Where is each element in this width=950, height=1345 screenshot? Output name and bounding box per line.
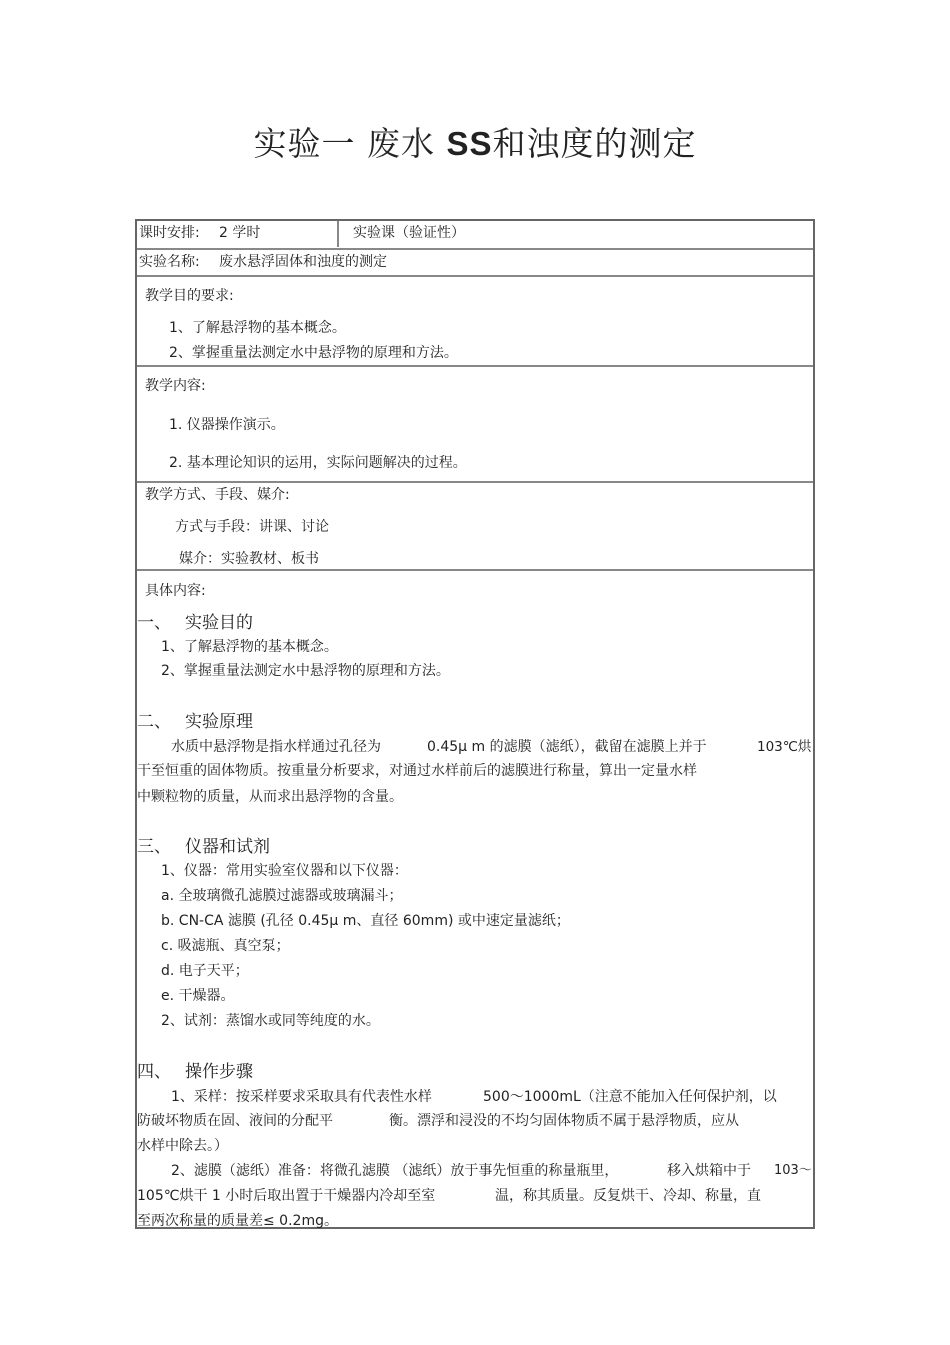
procedure-1c: 防破坏物质在固、液间的分配平: [137, 1113, 333, 1129]
teaching-media-value: 媒介：实验教材、板书: [179, 551, 319, 567]
equipment-item: e. 干燥器。: [161, 988, 235, 1004]
reagent-item: 2、试剂：蒸馏水或同等纯度的水。: [161, 1013, 380, 1029]
section-4-heading: 操作步骤: [185, 1062, 253, 1082]
section-1-number: 一、: [137, 613, 171, 633]
principle-line-1a: 水质中悬浮物是指水样通过孔径为: [171, 739, 381, 755]
section-4-number: 四、: [137, 1062, 171, 1082]
procedure-2c: 103～: [774, 1163, 812, 1178]
lesson-plan-table: [135, 219, 815, 1229]
teaching-content-row: [137, 365, 813, 481]
teaching-methods-value: 方式与手段：讲课、讨论: [175, 519, 329, 535]
equipment-item: a. 全玻璃微孔滤膜过滤器或玻璃漏斗；: [161, 888, 403, 904]
schedule-row: [137, 221, 813, 248]
equipment-item: d. 电子天平；: [161, 963, 249, 979]
principle-line-1b: 0.45μ m 的滤膜（滤纸），截留在滤膜上并于: [427, 739, 707, 755]
principle-line-3: 中颗粒物的质量，从而求出悬浮物的含量。: [137, 789, 403, 805]
equipment-item: b. CN-CA 滤膜 (孔径 0.45μ m、直径 60mm) 或中速定量滤纸；: [161, 913, 570, 929]
schedule-divider: [337, 221, 339, 247]
details-label: 具体内容:: [145, 583, 206, 599]
section-1-item: 2、掌握重量法测定水中悬浮物的原理和方法。: [161, 663, 450, 679]
schedule-type: 实验课（验证性）: [353, 225, 465, 241]
equipment-item: c. 吸滤瓶、真空泵；: [161, 938, 290, 954]
procedure-2f: 至两次称量的质量差≤ 0.2mg。: [137, 1213, 338, 1229]
procedure-1a: 1、采样：按采样要求采取具有代表性水样: [171, 1089, 432, 1105]
experiment-name-label: 实验名称:: [139, 254, 200, 270]
teaching-goal-item: 1、了解悬浮物的基本概念。: [169, 320, 346, 336]
schedule-label: 课时安排:: [139, 225, 200, 241]
procedure-2e: 温，称其质量。反复烘干、冷却、称量，直: [495, 1188, 761, 1204]
section-3-heading: 仪器和试剂: [185, 837, 270, 857]
title-part1: 实验一 废水: [253, 124, 447, 163]
procedure-2a: 2、滤膜（滤纸）准备：将微孔滤膜 （滤纸）放于事先恒重的称量瓶里，: [171, 1163, 619, 1179]
schedule-hours: 2 学时: [219, 225, 261, 241]
teaching-content-item: 1. 仪器操作演示。: [169, 417, 285, 433]
procedure-1b: 500～1000mL（注意不能加入任何保护剂，以: [483, 1089, 777, 1105]
title-part2: 和浊度的测定: [492, 124, 697, 163]
details-row: [137, 569, 813, 1229]
equipment-item: 1、仪器：常用实验室仪器和以下仪器：: [161, 863, 408, 879]
title-latin: SS: [446, 125, 493, 162]
section-1-item: 1、了解悬浮物的基本概念。: [161, 639, 338, 655]
teaching-goal-item: 2、掌握重量法测定水中悬浮物的原理和方法。: [169, 345, 458, 361]
procedure-2d: 105℃烘干 1 小时后取出置于干燥器内冷却至室: [137, 1188, 436, 1204]
section-3-number: 三、: [137, 837, 171, 857]
experiment-name-value: 废水悬浮固体和浊度的测定: [219, 254, 387, 270]
principle-line-2: 干至恒重的固体物质。按重量分析要求，对通过水样前后的滤膜进行称量，算出一定量水样: [137, 763, 697, 779]
teaching-methods-row: [137, 481, 813, 569]
procedure-2b: 移入烘箱中于: [667, 1163, 751, 1179]
procedure-1e: 水样中除去。）: [137, 1138, 228, 1154]
teaching-goals-row: [137, 275, 813, 365]
teaching-methods-label: 教学方式、手段、媒介:: [145, 487, 290, 503]
experiment-name-row: [137, 248, 813, 275]
section-2-number: 二、: [137, 712, 171, 732]
page-title: [0, 118, 950, 165]
teaching-content-item: 2. 基本理论知识的运用，实际问题解决的过程。: [169, 455, 467, 471]
procedure-1d: 衡。漂浮和浸没的不均匀固体物质不属于悬浮物质，应从: [389, 1113, 739, 1129]
teaching-content-label: 教学内容:: [145, 378, 206, 394]
section-1-heading: 实验目的: [185, 613, 253, 633]
principle-line-1c: 103℃烘: [757, 739, 812, 755]
teaching-goals-label: 教学目的要求:: [145, 288, 234, 304]
section-2-heading: 实验原理: [185, 712, 253, 732]
